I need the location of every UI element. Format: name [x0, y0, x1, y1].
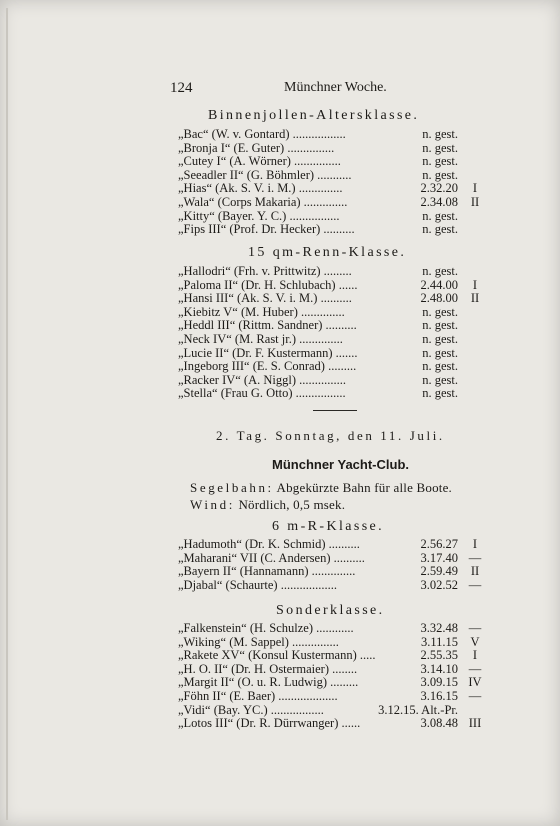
result-name: „Maharani“ VII (C. Andersen) ..........	[178, 550, 365, 565]
result-place: II	[470, 291, 480, 306]
running-head: Münchner Woche.	[284, 80, 387, 95]
result-time: 3.09.15	[420, 675, 458, 690]
section-divider	[313, 410, 357, 411]
result-row	[178, 360, 488, 374]
result-time: n. gest.	[422, 304, 458, 319]
result-place: II	[470, 564, 480, 579]
result-name: „Falkenstein“ (H. Schulze) ............	[178, 621, 354, 635]
result-name: „Cutey I“ (A. Wörner) ...............	[178, 154, 341, 169]
result-time: 2.48.00	[420, 291, 458, 306]
result-place: —	[468, 621, 482, 635]
result-row	[178, 676, 488, 690]
result-row	[178, 663, 488, 677]
result-row	[178, 265, 488, 279]
result-row	[178, 128, 488, 142]
result-place: V	[470, 634, 480, 649]
result-name: „Wala“ (Corps Makaria) ..............	[178, 194, 348, 209]
course-label: Segelbahn:	[190, 480, 274, 495]
section-title-6m: 6 m-R-Klasse.	[272, 519, 385, 534]
result-time: n. gest.	[422, 372, 458, 387]
result-row	[178, 374, 488, 388]
result-name: „Hansi III“ (Ak. S. V. i. M.) ..........	[178, 291, 352, 306]
result-name: „Hias“ (Ak. S. V. i. M.) ..............	[178, 181, 343, 196]
result-time: n. gest.	[422, 154, 458, 169]
result-row	[178, 538, 488, 552]
result-place: —	[468, 550, 482, 565]
result-row	[178, 142, 488, 156]
result-row	[178, 622, 488, 636]
result-name: „Lucie II“ (Dr. F. Kustermann) .......	[178, 345, 358, 360]
result-row	[178, 306, 488, 320]
result-row	[178, 347, 488, 361]
result-row	[178, 292, 488, 306]
result-name: „Kitty“ (Bayer. Y. C.) ................	[178, 208, 340, 223]
result-name: „Heddl III“ (Rittm. Sandner) ..........	[178, 318, 357, 333]
result-name: „Bayern II“ (Hannamann) ..............	[178, 564, 356, 579]
result-name: „Paloma II“ (Dr. H. Schlubach) ......	[178, 277, 358, 292]
result-name: „Neck IV“ (M. Rast jr.) ..............	[178, 331, 343, 346]
result-row	[178, 169, 488, 183]
result-place: III	[468, 716, 482, 731]
result-place: —	[468, 688, 482, 703]
day-heading: 2. Tag. Sonntag, den 11. Juli.	[216, 428, 445, 443]
result-name: „Stella“ (Frau G. Otto) ................	[178, 386, 346, 401]
result-place: I	[472, 181, 478, 196]
result-name: „Seeadler II“ (G. Böhmler) ...........	[178, 167, 352, 182]
result-time: n. gest.	[422, 140, 458, 155]
result-row	[178, 319, 488, 333]
result-row	[178, 704, 488, 718]
wind-line	[190, 497, 345, 513]
result-name: „Fips III“ (Prof. Dr. Hecker) ..........	[178, 222, 355, 237]
result-place: —	[468, 577, 482, 592]
result-row	[178, 333, 488, 347]
result-row	[178, 552, 488, 566]
result-row	[178, 690, 488, 704]
result-time: 2.44.00	[420, 277, 458, 292]
result-time: n. gest.	[422, 127, 458, 141]
result-row	[178, 210, 488, 224]
wind-text: Nördlich, 0,5 msek.	[238, 497, 346, 512]
result-name: „Bronja I“ (E. Guter) ...............	[178, 140, 335, 155]
result-place: I	[472, 537, 478, 551]
result-name: „Wiking“ (M. Sappel) ...............	[178, 634, 339, 649]
course-line	[190, 480, 452, 496]
result-name: „Margit II“ (O. u. R. Ludwig) .........	[178, 675, 359, 690]
result-time: n. gest.	[422, 359, 458, 374]
result-time: 3.08.48	[420, 716, 458, 731]
result-row	[178, 155, 488, 169]
result-row	[178, 717, 488, 731]
results-list-15qm	[178, 265, 488, 401]
result-name: „Ingeborg III“ (E. S. Conrad) .........	[178, 359, 357, 374]
page-header	[170, 80, 490, 100]
result-row	[178, 196, 488, 210]
result-name: „Lotos III“ (Dr. R. Dürrwanger) ......	[178, 716, 361, 731]
result-time: 3.14.10	[420, 661, 458, 676]
result-time: 2.59.49	[420, 564, 458, 579]
result-name: „Racker IV“ (A. Niggl) ...............	[178, 372, 347, 387]
result-place: IV	[468, 675, 482, 690]
section-title-binnenjollen: Binnenjollen-Altersklasse.	[208, 108, 420, 123]
section-title-sonderklasse: Sonderklasse.	[276, 603, 385, 618]
result-time: n. gest.	[422, 208, 458, 223]
result-name: „Djabal“ (Schaurte) ..................	[178, 577, 337, 592]
result-time: n. gest.	[422, 264, 458, 278]
result-row	[178, 279, 488, 293]
result-time: n. gest.	[422, 386, 458, 401]
page-number: 124	[170, 80, 193, 96]
result-time: 3.02.52	[420, 577, 458, 592]
result-name: „Föhn II“ (E. Baer) ...................	[178, 688, 338, 703]
wind-label: Wind:	[190, 497, 235, 512]
result-time: n. gest.	[422, 167, 458, 182]
result-time: 3.16.15	[420, 688, 458, 703]
result-row	[178, 649, 488, 663]
result-name: „Hadumoth“ (Dr. K. Schmid) ..........	[178, 537, 360, 551]
result-place: —	[468, 661, 482, 676]
club-name: Münchner Yacht-Club.	[272, 457, 409, 472]
result-time: 3.11.15	[420, 634, 458, 649]
result-time: 3.12.15. Alt.-Pr.	[378, 702, 458, 717]
result-time: 3.32.48	[420, 621, 458, 635]
result-place: I	[472, 648, 478, 663]
result-time: 2.55.35	[420, 648, 458, 663]
result-name: „Kiebitz V“ (M. Huber) ..............	[178, 304, 345, 319]
result-name: „Hallodri“ (Frh. v. Prittwitz) .........	[178, 264, 352, 278]
result-name: „Vidi“ (Bay. YC.) .................	[178, 702, 324, 717]
result-time: n. gest.	[422, 331, 458, 346]
result-place: I	[472, 277, 478, 292]
results-list-6m	[178, 538, 488, 592]
section-title-15qm: 15 qm-Renn-Klasse.	[248, 245, 407, 260]
result-row	[178, 182, 488, 196]
result-time: 2.34.08	[420, 194, 458, 209]
course-text: Abgekürzte Bahn für alle Boote.	[276, 480, 453, 495]
results-list-sonderklasse	[178, 622, 488, 731]
result-row	[178, 565, 488, 579]
result-name: „H. O. II“ (Dr. H. Ostermaier) ........	[178, 661, 358, 676]
result-row	[178, 387, 488, 401]
result-time: n. gest.	[422, 222, 458, 237]
result-time: 2.56.27	[420, 537, 458, 551]
result-time: n. gest.	[422, 318, 458, 333]
result-time: n. gest.	[422, 345, 458, 360]
result-time: 2.32.20	[420, 181, 458, 196]
result-name: „Rakete XV“ (Konsul Kustermann) .....	[178, 648, 376, 663]
result-place: II	[470, 194, 480, 209]
result-row	[178, 579, 488, 593]
result-time: 3.17.40	[420, 550, 458, 565]
result-row	[178, 636, 488, 650]
result-row	[178, 223, 488, 237]
result-name: „Bac“ (W. v. Gontard) .................	[178, 127, 346, 141]
results-list-binnenjollen	[178, 128, 488, 237]
page-edge	[6, 8, 8, 820]
